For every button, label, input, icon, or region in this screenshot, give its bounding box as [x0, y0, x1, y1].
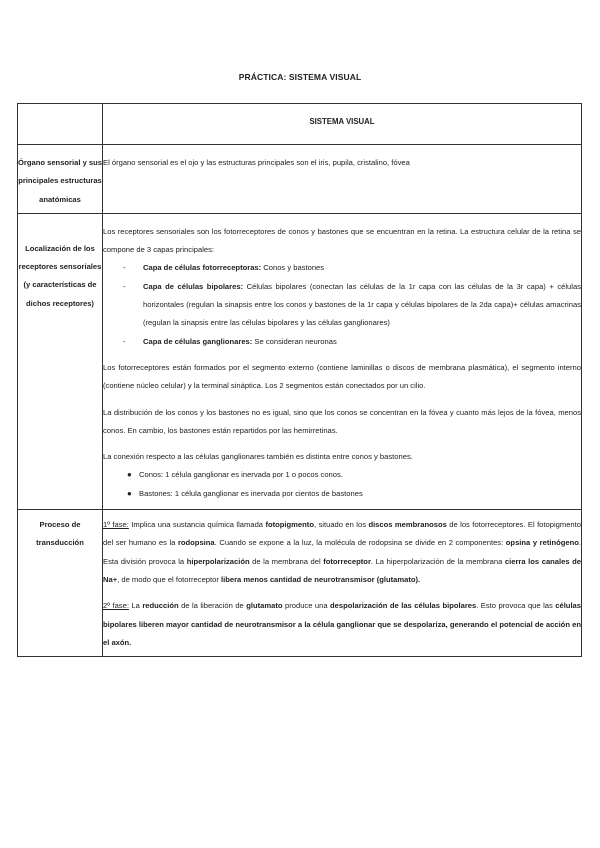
distribution-text: La distribución de los conos y los bastones no es igual, sino que los conos se concentran en la fóvea y cuanto más lejos de la fóvea, menos conos. En cambio, los bastones están repartidos por las hemirretinas.	[103, 407, 581, 435]
content-table	[17, 103, 582, 657]
emphasis-text: fotorreceptor	[323, 556, 371, 566]
connection-item-text: Conos: 1 célula ganglionar es inervada por 1 o pocos conos.	[139, 470, 343, 480]
plain-text: La	[128, 601, 143, 611]
layer-title: Capa de células bipolares:	[143, 281, 244, 291]
connection-text: La conexión respecto a las células ganglionares también es distinta entre conos y bastones.	[103, 452, 413, 462]
emphasis-text: células bipolares liberen mayor cantidad de neurotransmisor a la célula ganglionar que se despolariza, generando el potencial de acción en el axón.	[103, 601, 582, 647]
header-empty-cell	[18, 104, 103, 145]
list-item: - Capa de células fotorreceptoras: Conos y bastones	[123, 263, 325, 273]
table-row	[18, 510, 582, 657]
layer-text: Conos y bastones	[261, 263, 325, 273]
row-content-localization	[103, 213, 582, 509]
localization-intro: Los receptores sensoriales son los fotorreceptores de conos y bastones que se encuentran en la retina. La estructura celular de la retina se compone de 3 capas principales:	[103, 226, 581, 255]
phase1-label: 1º fase:	[103, 520, 129, 530]
row-label-organ: Órgano sensorial y sus principales estructuras anatómicas	[18, 145, 103, 214]
plain-text: de la liberación de	[178, 601, 247, 611]
phase2-paragraph	[103, 597, 581, 652]
emphasis-text: reducción	[142, 601, 179, 611]
table-header-row	[18, 104, 582, 145]
row-label-localization: Localización de los receptores sensoriales (y características de dichos receptores)	[18, 213, 103, 509]
plain-text: . Esta división provoca la	[103, 538, 582, 566]
layer-text: Células bipolares (conectan las células de la 1r capa con las células de la 3r capa) + células horizontales (regulan la sinapsis entre los conos y bastones de la 1r capa y células bipolares de la 2da capa)+ células amacrinas (regulan la sinapsis entre las células bipolares y las células ganglionares)	[143, 281, 581, 328]
phase2-text	[103, 601, 581, 647]
emphasis-text: fotopigmento	[265, 520, 314, 530]
photoreceptor-structure-text: Los fotorreceptores están formados por el segmento externo (contiene laminillas o discos de membrana plasmática), el segmento interno (contiene núcleo celular) y la terminal sináptica. Los 2 segmentos están conectados por un cilio.	[103, 362, 581, 391]
plain-text: de los fotorreceptores. El fotopigmento del ser humano es la	[103, 520, 581, 548]
phase1-paragraph	[103, 516, 581, 589]
phase1-text	[103, 520, 581, 584]
phase2-label: 2º fase:	[103, 601, 129, 611]
list-item: ● Conos: 1 célula ganglionar es inervada por 1 o pocos conos.	[127, 470, 343, 480]
connection-item-text: Bastones: 1 célula ganglionar es inervada por cientos de bastones	[139, 488, 363, 498]
table-header-title: SISTEMA VISUAL	[309, 117, 375, 126]
table-row	[18, 145, 582, 214]
connections-list	[103, 466, 581, 503]
emphasis-text: hiperpolarización	[186, 556, 250, 566]
emphasis-text: libera menos cantidad de neurotransmisor (glutamato).	[221, 574, 421, 584]
emphasis-text: discos membranosos	[368, 520, 447, 530]
list-item: - Capa de células ganglionares: Se consideran neuronas	[123, 336, 337, 346]
layer-title: Capa de células fotorreceptoras:	[143, 263, 262, 273]
layers-list	[103, 259, 581, 350]
emphasis-text: despolarización de las células bipolares	[330, 601, 477, 611]
emphasis-text: cierra los canales de Na+	[103, 556, 582, 584]
plain-text: . Cuando se expone a la luz, la molécula de rodopsina se divide en 2 componentes:	[214, 538, 506, 548]
plain-text: produce una	[282, 601, 331, 611]
emphasis-text: glutamato	[246, 601, 283, 611]
organ-text: El órgano sensorial es el ojo y las estructuras principales son el iris, pupila, cristalino, fóvea	[103, 158, 410, 167]
plain-text: , de modo que el fotorreceptor	[117, 574, 221, 584]
row-content-process	[103, 510, 582, 657]
row-label-process: Proceso de transducción	[18, 510, 103, 657]
row-content-organ	[103, 145, 582, 214]
emphasis-text: opsina y retinógeno	[505, 538, 579, 548]
plain-text: de la membrana del	[249, 556, 324, 566]
plain-text: , situado en los	[313, 520, 369, 530]
plain-text: Implica una sustancia química llamada	[128, 520, 266, 530]
plain-text: . La hiperpolarización de la membrana	[370, 556, 505, 566]
layer-title: Capa de células ganglionares:	[143, 336, 253, 346]
table-row	[18, 213, 582, 509]
list-item: ● Bastones: 1 célula ganglionar es inervada por cientos de bastones	[127, 488, 363, 498]
plain-text: . Esto provoca que las	[476, 601, 556, 611]
layer-text: Se consideran neuronas	[252, 336, 337, 346]
header-title-cell	[103, 104, 582, 145]
list-item: - Capa de células bipolares: Células bipolares (conectan las células de la 1r capa con las células de la 3r capa) + células horizontales (regulan la sinapsis entre los conos y bastones de la 1r capa y células bipolares de la 2da capa)+ células amacrinas (regulan la sinapsis entre las células bipolares y las células ganglionares)	[123, 281, 581, 328]
emphasis-text: rodopsina	[177, 538, 215, 548]
document-title: PRÁCTICA: SISTEMA VISUAL	[238, 72, 362, 82]
